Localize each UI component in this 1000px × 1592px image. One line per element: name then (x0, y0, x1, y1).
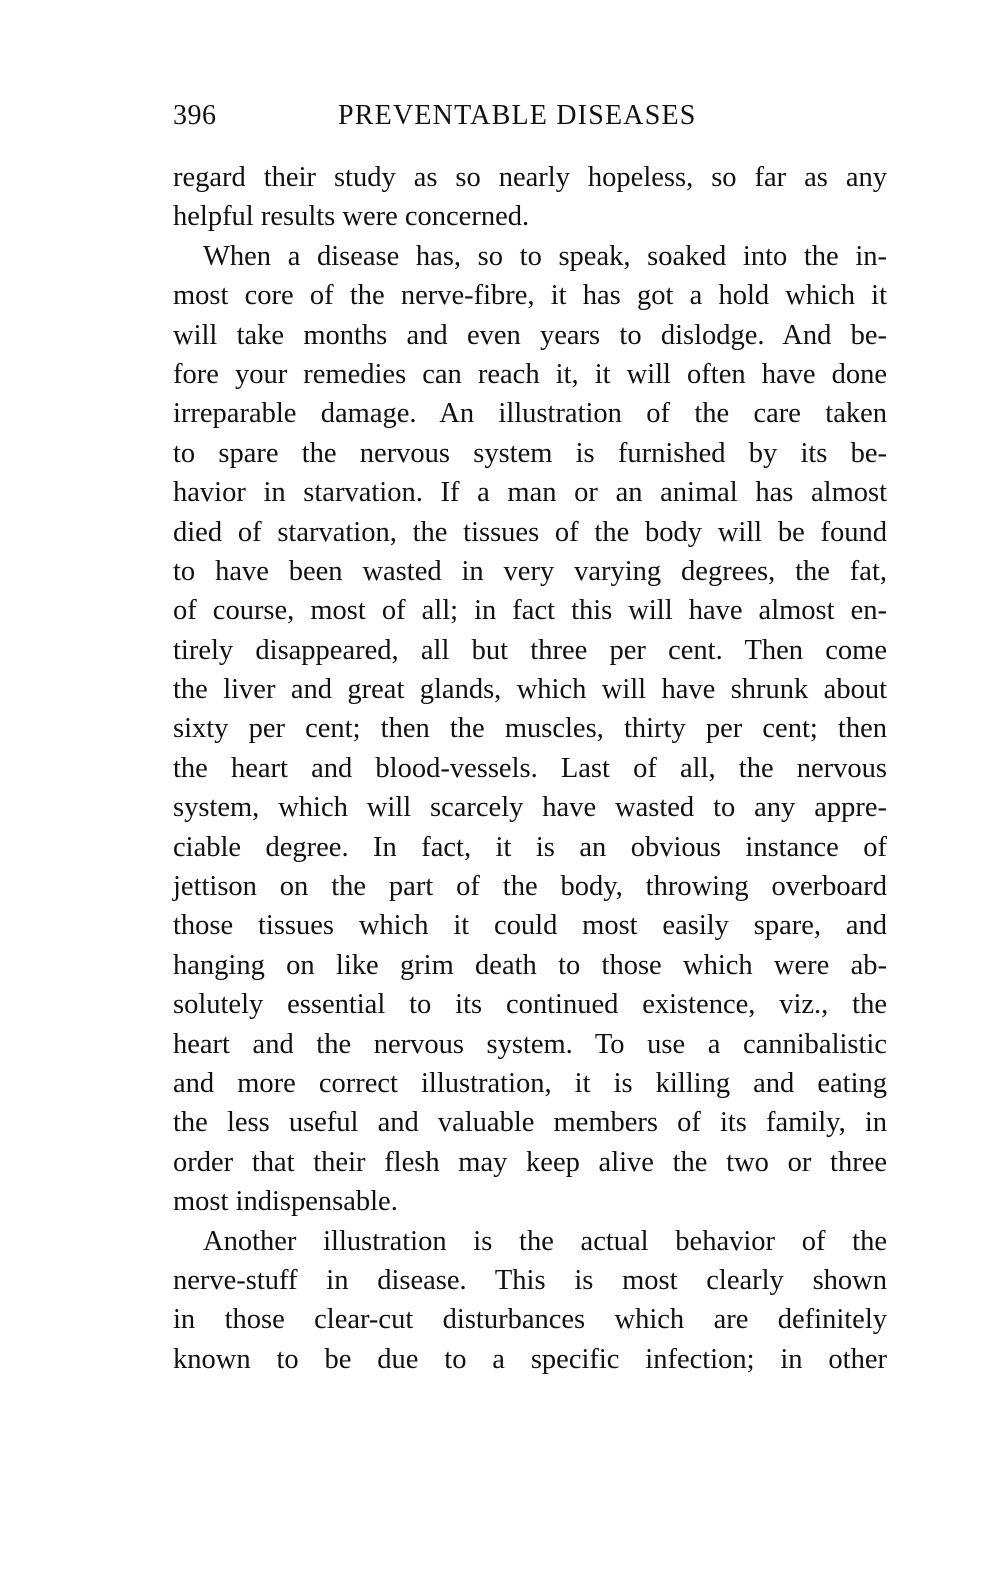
text-line: to spare the nervous system is furnished by its be- (173, 437, 887, 469)
text-line: When a disease has, so to speak, soaked into the in- (203, 240, 887, 272)
text-line: sixty per cent; then the muscles, thirty per cent; then (173, 713, 887, 745)
text-line: helpful results were concerned. (173, 201, 530, 233)
body-text (173, 158, 887, 1379)
text-line: will take months and even years to dislodge. And be- (173, 319, 887, 351)
text-line: the heart and blood-vessels. Last of all, the nervous (173, 752, 887, 784)
page-header (173, 100, 887, 140)
text-line: solutely essential to its continued existence, viz., the (173, 989, 887, 1021)
text-line: the liver and great glands, which will have shrunk about (173, 674, 887, 706)
text-line: in those clear-cut disturbances which are definitely (173, 1304, 887, 1336)
text-line: nerve-stuff in disease. This is most clearly shown (173, 1264, 887, 1296)
text-line: order that their flesh may keep alive the two or three (173, 1146, 887, 1178)
text-line: havior in starvation. If a man or an animal has almost (173, 477, 887, 509)
text-line: known to be due to a specific infection; in other (173, 1343, 887, 1375)
text-line: and more correct illustration, it is killing and eating (173, 1067, 887, 1099)
text-line: most indispensable. (173, 1186, 398, 1218)
text-line: hanging on like grim death to those which were ab- (173, 949, 887, 981)
text-line: system, which will scarcely have wasted to any appre- (173, 792, 887, 824)
text-line: fore your remedies can reach it, it will often have done (173, 358, 887, 390)
text-line: the less useful and valuable members of its family, in (173, 1107, 887, 1139)
text-line: to have been wasted in very varying degrees, the fat, (173, 555, 887, 587)
text-line: of course, most of all; in fact this will have almost en- (173, 595, 887, 627)
text-line: regard their study as so nearly hopeless, so far as any (173, 162, 887, 193)
text-line: Another illustration is the actual behavior of the (203, 1225, 887, 1257)
text-line: tirely disappeared, all but three per cent. Then come (173, 634, 887, 666)
running-head: PREVENTABLE DISEASES (338, 100, 697, 131)
text-line: jettison on the part of the body, throwing overboard (173, 871, 887, 903)
text-line: most core of the nerve-fibre, it has got a hold which it (173, 280, 887, 312)
page-number: 396 (173, 100, 217, 131)
text-line: heart and the nervous system. To use a cannibalistic (173, 1028, 887, 1060)
text-line: those tissues which it could most easily spare, and (173, 910, 887, 942)
text-line: ciable degree. In fact, it is an obvious instance of (173, 831, 887, 863)
text-line: irreparable damage. An illustration of the care taken (173, 398, 887, 430)
text-line: died of starvation, the tissues of the body will be found (173, 516, 887, 548)
